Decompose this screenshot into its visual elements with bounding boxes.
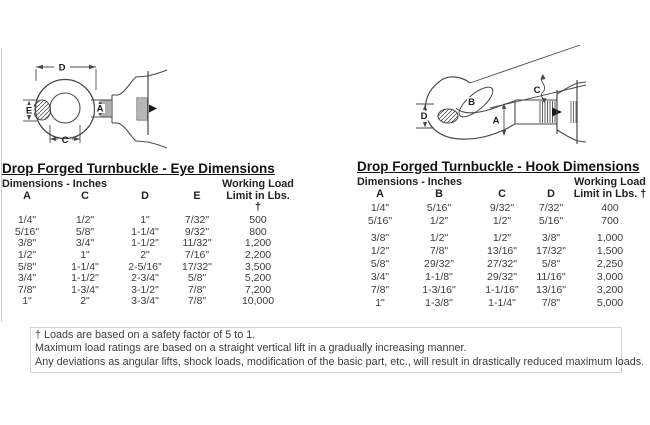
table-cell: 5/16" [14, 225, 40, 238]
table-cell: 10,000 [241, 295, 275, 308]
table-cell: 3/8" [17, 237, 37, 250]
working-load-label: Working Load [574, 176, 646, 188]
column-header-c: C [81, 190, 89, 202]
table-cell: 5,200 [244, 272, 272, 285]
column-header-c: C [498, 188, 506, 200]
table-cell: 7/32" [538, 202, 564, 214]
hook-table-header-row1 [357, 177, 647, 188]
table-cell: 2,200 [244, 248, 272, 261]
table-cell: 3/8" [370, 231, 390, 244]
footnote-line: † Loads are based on a safety factor of 5 to 1. [35, 329, 256, 341]
table-cell: 13/16" [486, 244, 517, 257]
table-cell: 29/32" [486, 270, 517, 283]
table-cell: 1/2" [429, 231, 449, 244]
table-cell: 1,500 [596, 244, 624, 257]
table-cell: 1,200 [244, 237, 272, 250]
column-header-limit: Limit in Lbs. † [573, 188, 647, 200]
table-row [357, 258, 647, 271]
table-cell: 1-1/8" [425, 270, 453, 283]
column-header-a: A [376, 188, 384, 200]
table-cell: 2-5/16" [128, 260, 162, 273]
dim-label-c: C [61, 135, 69, 146]
table-row [2, 250, 294, 262]
eye-table-header-row1 [2, 179, 294, 190]
table-cell: 2" [80, 295, 90, 308]
table-cell: 9/32" [184, 225, 210, 238]
eye-table-header-row2 [2, 191, 294, 213]
table-cell: 13/16" [535, 284, 566, 297]
thread-lines [139, 99, 147, 119]
table-cell: 11/16" [536, 270, 566, 283]
column-header-e: E [193, 190, 201, 202]
table-cell: 7/8" [370, 284, 390, 297]
table-cell: 1" [375, 297, 385, 310]
table-cell: 3-1/2" [131, 283, 159, 296]
table-cell: 1,000 [596, 231, 624, 244]
column-header-d: D [547, 188, 555, 200]
table-cell: 1-1/4" [131, 225, 159, 238]
table-cell: 700 [601, 215, 619, 228]
table-cell: 7/8" [187, 295, 207, 308]
dim-a [502, 103, 506, 136]
table-cell: 400 [601, 202, 619, 214]
hook-dimensions-section [357, 159, 647, 310]
table-cell: 27/32" [486, 257, 517, 270]
table-cell: 5/8" [17, 260, 37, 273]
column-header-b: B [435, 188, 443, 200]
table-cell: 7,200 [244, 283, 272, 296]
table-cell: 1/4" [370, 202, 390, 214]
table-cell: 1-3/4" [71, 283, 99, 296]
dim-label-a: A [96, 103, 104, 115]
table-cell: 1/2" [429, 215, 449, 228]
column-header-limit: Limit in Lbs. † [226, 190, 290, 213]
table-cell: 7/32" [184, 214, 210, 226]
table-cell: 1" [22, 295, 32, 308]
table-cell: 1-1/16" [485, 284, 519, 297]
dimensions-label: Dimensions - Inches [357, 176, 462, 188]
table-row [357, 232, 647, 245]
hook-table-header-row2 [357, 189, 647, 200]
table-row [2, 296, 294, 308]
footnote-line: Any deviations as angular lifts, shock loads, modification of the basic part, etc., will result in drastically reduced maximum loads. [35, 355, 645, 368]
dim-label-d: D [58, 62, 66, 74]
eye-turnbuckle-diagram [0, 48, 170, 166]
table-cell: 29/32" [423, 257, 454, 270]
table-cell: 1" [80, 248, 90, 261]
table-cell: 3-3/4" [131, 295, 159, 308]
table-cell: 5/16" [426, 202, 452, 214]
table-row [357, 271, 647, 284]
table-cell: 500 [249, 214, 267, 226]
table-cell: 3/4" [75, 237, 95, 250]
dimensions-label: Dimensions - Inches [2, 178, 107, 190]
cross-section-hatch [438, 109, 458, 123]
table-cell: 7/8" [187, 283, 207, 296]
table-cell: 1-1/2" [131, 237, 159, 250]
eye-dimensions-section [2, 161, 294, 308]
table-row [2, 215, 294, 227]
table-cell: 3,500 [244, 260, 272, 273]
dim-label-d: D [420, 111, 428, 122]
table-cell: 1-1/4" [71, 260, 99, 273]
hook-turnbuckle-diagram [400, 38, 590, 155]
table-row [357, 297, 647, 310]
footnote-line: Maximum load ratings are based on a straight vertical lift in a gradually increasing manner. [35, 342, 467, 355]
table-cell: 3/4" [17, 272, 37, 285]
table-cell: 1/2" [370, 244, 390, 257]
table-cell: 5/8" [75, 225, 95, 238]
hook-dimensions-table [357, 202, 647, 310]
table-cell: 5/8" [370, 257, 390, 270]
table-cell: 2" [140, 248, 150, 261]
table-cell: 1-1/4" [488, 297, 516, 310]
table-cell: 17/32" [181, 260, 212, 273]
table-cell: 5/8" [541, 257, 561, 270]
table-cell: 17/32" [535, 244, 566, 257]
table-cell: 3/4" [370, 270, 390, 283]
dim-label-c: C [533, 85, 541, 96]
table-cell: 1/2" [492, 215, 512, 228]
table-cell: 800 [249, 225, 267, 238]
table-cell: 7/8" [541, 297, 561, 310]
table-cell: 1" [140, 214, 150, 226]
rod-tip-arrow [149, 105, 157, 113]
dim-label-b: B [468, 97, 475, 108]
table-cell: 7/8" [17, 283, 37, 296]
table-cell: 2-3/4" [131, 272, 159, 285]
column-header-d: D [141, 190, 149, 202]
dim-label-e: E [25, 105, 33, 117]
table-cell: 3,200 [596, 284, 624, 297]
table-cell: 3,000 [596, 270, 624, 283]
hook-table-title: Drop Forged Turnbuckle - Hook Dimensions [357, 159, 640, 174]
table-cell: 5/16" [367, 215, 393, 228]
column-header-a: A [23, 190, 31, 202]
table-row [357, 215, 647, 228]
table-cell: 5/16" [538, 215, 564, 228]
table-row [357, 284, 647, 297]
table-cell: 1-3/16" [422, 284, 456, 297]
table-cell: 1-3/8" [425, 297, 453, 310]
table-cell: 7/16" [184, 248, 210, 261]
cross-section-hatch [34, 100, 51, 120]
table-cell: 1/2" [75, 214, 95, 226]
table-cell: 5/8" [187, 272, 207, 285]
eye-dimensions-table [2, 215, 294, 308]
table-cell: 1/2" [492, 231, 512, 244]
dim-d [36, 62, 96, 90]
footnotes-box [30, 327, 645, 373]
table-cell: 1/4" [17, 214, 37, 226]
table-cell: 7/8" [429, 244, 449, 257]
table-cell: 5,000 [596, 297, 624, 310]
table-cell: 2,250 [596, 257, 624, 270]
eye-table-title: Drop Forged Turnbuckle - Eye Dimensions [2, 161, 275, 176]
table-cell: 9/32" [489, 202, 515, 214]
thread-lines [571, 101, 576, 123]
table-cell: 1-1/2" [71, 272, 99, 285]
dim-label-a: A [492, 115, 500, 127]
table-cell: 3/8" [541, 231, 561, 244]
working-load-label: Working Load [222, 178, 294, 190]
table-row [357, 202, 647, 215]
table-cell: 1/2" [17, 248, 37, 261]
table-cell: 11/32" [182, 237, 212, 250]
table-row [357, 245, 647, 258]
